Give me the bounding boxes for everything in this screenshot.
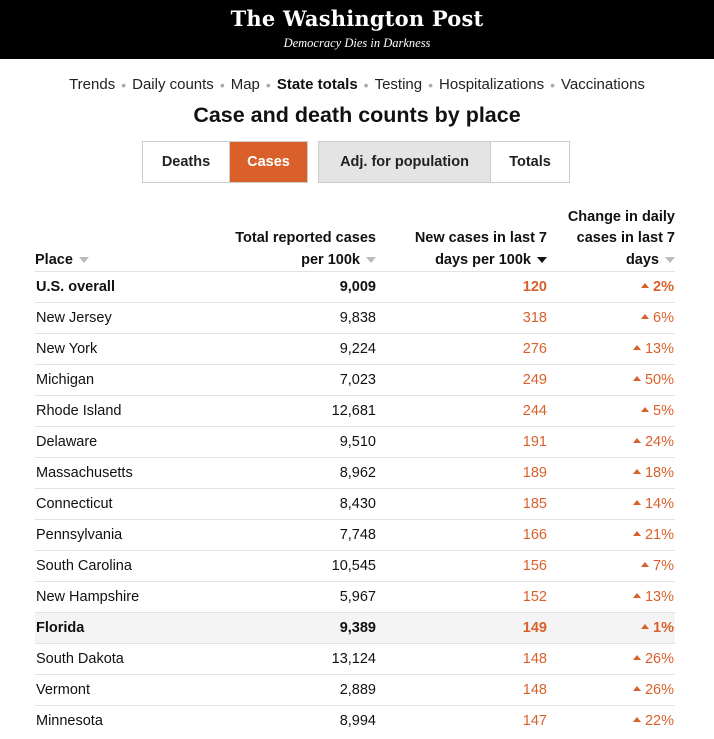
cell-total-cases: 7,748: [339, 527, 376, 543]
col-header-new-cases[interactable]: [415, 228, 547, 271]
col-header-change-line3: days: [625, 251, 659, 268]
col-header-change[interactable]: [568, 207, 675, 272]
cell-new-cases: 156: [522, 558, 547, 574]
cell-change: [633, 651, 674, 667]
nav-item-testing[interactable]: Testing: [374, 76, 423, 93]
cell-place: Delaware: [36, 434, 98, 450]
table-row: [35, 581, 675, 612]
nav-item-daily-counts[interactable]: Daily counts: [132, 76, 214, 93]
nav-separator: •: [219, 76, 225, 93]
increase-arrow-icon: [633, 438, 641, 443]
cell-change: [633, 589, 674, 605]
cell-new-cases: 185: [522, 496, 547, 512]
table-row: [35, 395, 675, 426]
cases-toggle-button[interactable]: Cases: [230, 142, 307, 182]
table-row: [35, 519, 675, 550]
table-row: [35, 612, 675, 643]
deaths-toggle-button[interactable]: Deaths: [143, 142, 230, 182]
cell-total-cases: 8,962: [339, 465, 376, 481]
col-header-change-line2: cases in last 7: [576, 230, 675, 246]
cell-total-cases: 9,510: [339, 434, 376, 450]
change-value: 18%: [644, 465, 674, 481]
cell-place: Florida: [36, 620, 85, 636]
cell-new-cases: 249: [522, 372, 547, 388]
cell-place: Massachusetts: [36, 465, 133, 481]
cell-new-cases: 152: [522, 589, 547, 605]
table-row: [35, 302, 675, 333]
change-value: 7%: [653, 558, 674, 574]
cell-total-cases: 9,838: [339, 310, 376, 326]
col-header-new-line1: New cases in last 7: [414, 230, 547, 246]
cell-total-cases: 12,681: [331, 403, 376, 419]
cell-total-cases: 9,009: [339, 279, 376, 295]
col-header-new-line2: days per 100k: [435, 251, 531, 268]
cell-change: [641, 403, 674, 419]
nav-item-state-totals[interactable]: State totals: [276, 76, 358, 93]
table-row: [35, 271, 675, 302]
change-value: 1%: [653, 620, 674, 636]
sort-caret-active-icon: [537, 257, 547, 263]
table-row: [35, 364, 675, 395]
col-header-change-line1: Change in daily: [567, 208, 675, 225]
adj-population-toggle-button[interactable]: Adj. for population: [319, 142, 491, 182]
col-header-total-line1: Total reported cases: [235, 230, 376, 246]
masthead: [0, 0, 714, 59]
nav-item-vaccinations[interactable]: Vaccinations: [560, 76, 645, 93]
increase-arrow-icon: [641, 314, 649, 319]
change-value: 21%: [644, 527, 674, 543]
nav-item-hospitalizations[interactable]: Hospitalizations: [439, 76, 545, 93]
nav-separator: •: [121, 76, 127, 93]
cell-change: [633, 372, 674, 388]
nav-item-trends[interactable]: Trends: [69, 76, 116, 93]
cell-total-cases: 10,545: [331, 558, 376, 574]
cell-new-cases: 120: [522, 279, 547, 295]
change-value: 26%: [644, 682, 674, 698]
table-row: [35, 643, 675, 674]
increase-arrow-icon: [633, 593, 641, 598]
table-row: [35, 550, 675, 581]
col-header-place-label: Place: [35, 251, 73, 268]
cell-total-cases: 9,389: [339, 620, 376, 636]
cell-place: New Jersey: [36, 310, 112, 326]
cell-total-cases: 2,889: [339, 682, 376, 698]
cell-new-cases: 191: [522, 434, 547, 450]
cell-change: [641, 558, 674, 574]
cell-new-cases: 148: [522, 682, 547, 698]
sort-caret-icon: [366, 257, 376, 263]
increase-arrow-icon: [633, 655, 641, 660]
cell-new-cases: 149: [522, 620, 547, 636]
totals-toggle-button[interactable]: Totals: [491, 142, 569, 182]
nav-item-map[interactable]: Map: [230, 76, 260, 93]
cell-place: South Dakota: [36, 651, 124, 667]
cell-place: Pennsylvania: [36, 527, 123, 543]
increase-arrow-icon: [633, 345, 641, 350]
table-row: [35, 426, 675, 457]
increase-arrow-icon: [641, 624, 649, 629]
cell-place: Connecticut: [36, 496, 113, 512]
increase-arrow-icon: [633, 500, 641, 505]
cell-change: [641, 620, 674, 636]
cell-change: [633, 341, 674, 357]
nav-separator: •: [428, 76, 434, 93]
section-nav: [0, 76, 714, 93]
sort-caret-icon: [79, 257, 89, 263]
cell-place: Vermont: [36, 682, 90, 698]
cell-total-cases: 7,023: [339, 372, 376, 388]
cell-new-cases: 244: [522, 403, 547, 419]
table-row: [35, 333, 675, 364]
cell-place: South Carolina: [36, 558, 132, 574]
table-row: [35, 705, 675, 736]
cell-total-cases: 13,124: [331, 651, 376, 667]
increase-arrow-icon: [633, 469, 641, 474]
cell-new-cases: 189: [522, 465, 547, 481]
cell-place: Minnesota: [36, 713, 103, 729]
change-value: 13%: [644, 341, 674, 357]
nav-separator: •: [363, 76, 369, 93]
cell-place: New Hampshire: [36, 589, 140, 605]
increase-arrow-icon: [633, 717, 641, 722]
cell-new-cases: 166: [522, 527, 547, 543]
change-value: 5%: [653, 403, 674, 419]
col-header-total-cases[interactable]: [235, 228, 376, 271]
change-value: 6%: [653, 310, 674, 326]
sort-caret-icon: [665, 257, 675, 263]
cell-change: [633, 713, 674, 729]
cell-total-cases: 5,967: [339, 589, 376, 605]
table-row: [35, 674, 675, 705]
change-value: 26%: [644, 651, 674, 667]
cell-change: [633, 527, 674, 543]
cell-place: Rhode Island: [36, 403, 122, 419]
cell-place: New York: [36, 341, 98, 357]
increase-arrow-icon: [641, 407, 649, 412]
nav-separator: •: [265, 76, 271, 93]
col-header-place[interactable]: [35, 250, 89, 272]
site-logo[interactable]: The Washington Post: [230, 6, 484, 31]
change-value: 13%: [644, 589, 674, 605]
metric-toggle-group: [142, 141, 308, 183]
page-title: Case and death counts by place: [193, 103, 521, 127]
cell-change: [641, 279, 674, 295]
table-row: [35, 457, 675, 488]
increase-arrow-icon: [633, 531, 641, 536]
cell-place: Michigan: [36, 372, 95, 388]
table-row: [35, 488, 675, 519]
cell-new-cases: 148: [522, 651, 547, 667]
increase-arrow-icon: [641, 562, 649, 567]
cell-total-cases: 9,224: [339, 341, 376, 357]
change-value: 24%: [644, 434, 674, 450]
col-header-total-line2: per 100k: [301, 251, 360, 268]
cell-new-cases: 318: [522, 310, 547, 326]
table-header: [35, 205, 675, 271]
cell-new-cases: 147: [522, 713, 547, 729]
cell-total-cases: 8,994: [339, 713, 376, 729]
change-value: 50%: [644, 372, 674, 388]
increase-arrow-icon: [633, 376, 641, 381]
table-body: [35, 271, 675, 736]
cell-change: [633, 682, 674, 698]
site-tagline: Democracy Dies in Darkness: [283, 36, 431, 50]
cell-place: U.S. overall: [36, 279, 115, 295]
change-value: 14%: [644, 496, 674, 512]
nav-separator: •: [550, 76, 555, 93]
cell-change: [633, 496, 674, 512]
cell-change: [633, 434, 674, 450]
cell-new-cases: 276: [522, 341, 547, 357]
change-value: 2%: [653, 279, 674, 295]
view-toggles: [142, 141, 570, 183]
mode-toggle-group: [318, 141, 570, 183]
change-value: 22%: [644, 713, 674, 729]
increase-arrow-icon: [633, 686, 641, 691]
cell-change: [641, 310, 674, 326]
cell-total-cases: 8,430: [339, 496, 376, 512]
increase-arrow-icon: [641, 283, 649, 288]
cell-change: [633, 465, 674, 481]
